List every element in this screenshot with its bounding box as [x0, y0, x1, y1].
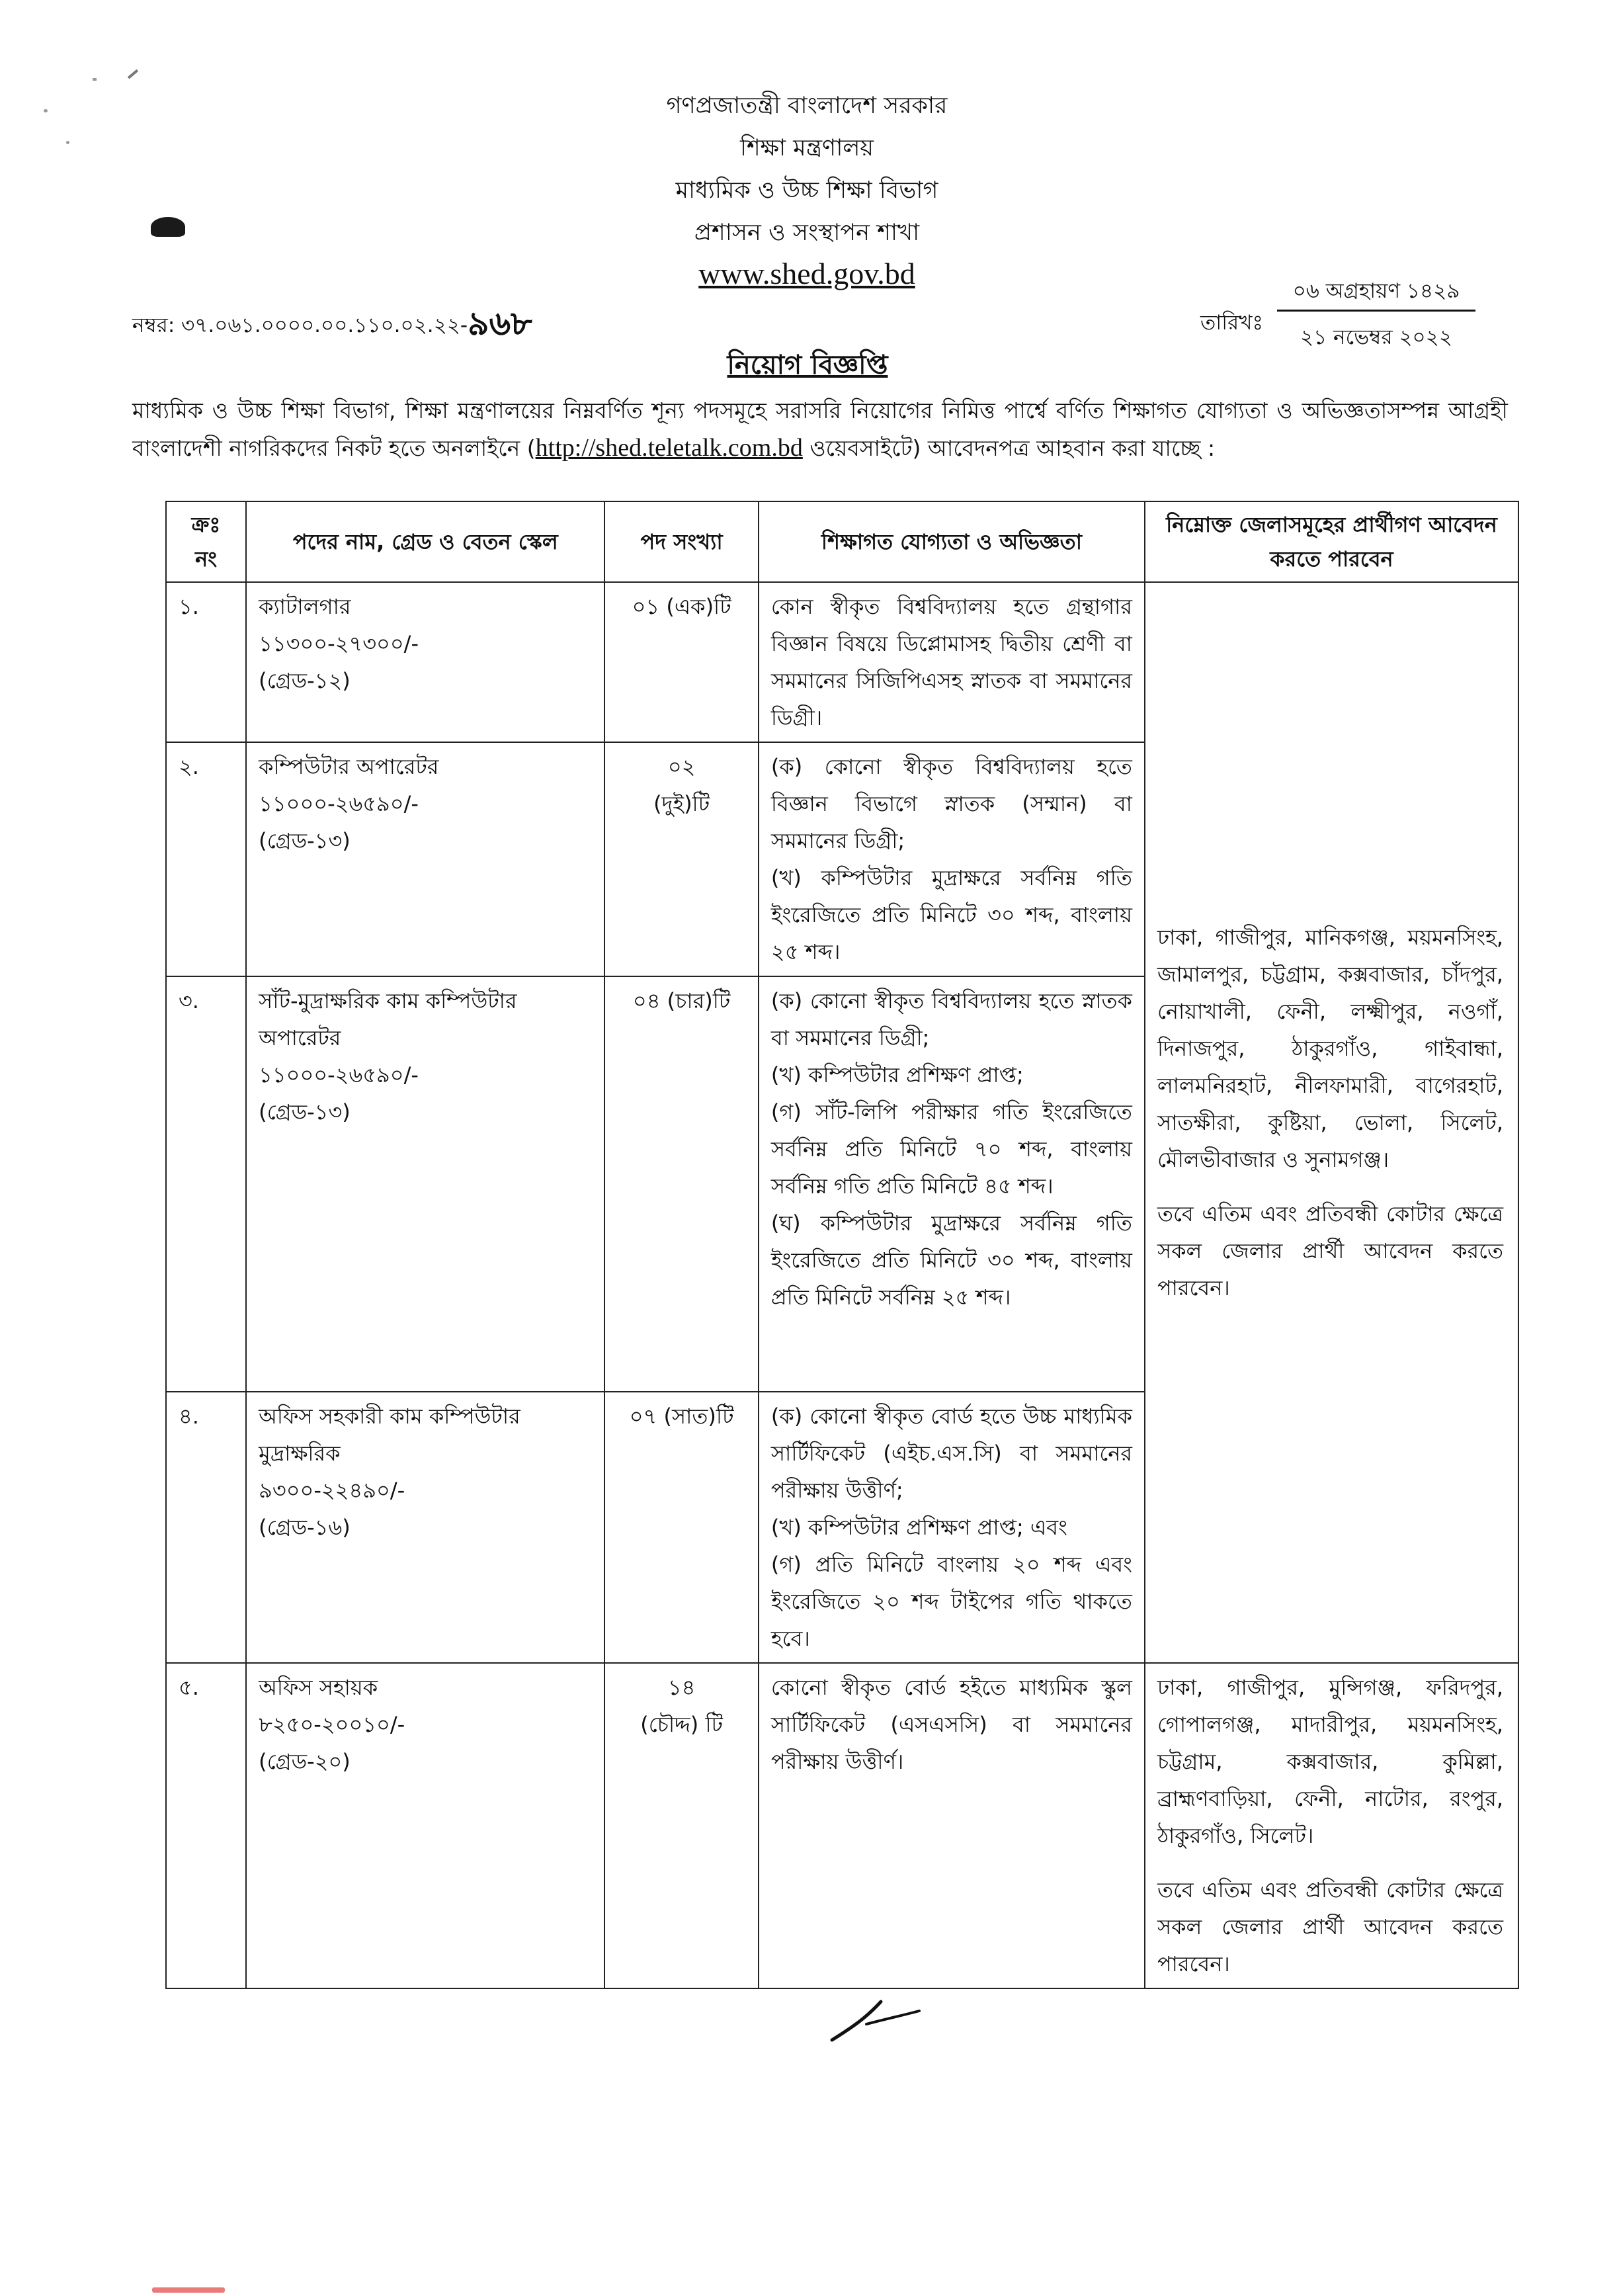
- post-count: ০৪ (চার)টি: [632, 988, 731, 1013]
- count-cell: [604, 976, 759, 1392]
- post-name: অফিস সহকারী কাম কম্পিউটার মুদ্রাক্ষরিক: [259, 1404, 520, 1466]
- notice-title-text: নিয়োগ বিজ্ঞপ্তি: [727, 350, 888, 380]
- date-label: তারিখঃ: [1200, 311, 1264, 335]
- post-name: কম্পিউটার অপারেটর: [259, 754, 439, 779]
- post-cell: [246, 742, 604, 976]
- qualification-cell: [759, 1663, 1145, 1988]
- qualification-item: (গ) সাঁট-লিপি পরীক্ষার গতি ইংরেজিতে সর্বনিম্ন প্রতি মিনিটে ৭০ শব্দ, বাংলায় সর্বনিম্ন গতি প্রতি মিনিটে ৪৫ শব্দ।: [770, 1099, 1132, 1199]
- scan-mark: [93, 78, 97, 81]
- count-cell: [604, 582, 759, 742]
- serial-cell: ৪.: [166, 1392, 246, 1663]
- website-link[interactable]: www.shed.gov.bd: [698, 257, 915, 290]
- districts-cell-group2: [1145, 1663, 1518, 1988]
- qualification-item: (ঘ) কম্পিউটার মুদ্রাক্ষরে সর্বনিম্ন গতি ইংরেজিতে প্রতি মিনিটে ৩০ শব্দ, বাংলায় প্রতি মিনিটে সর্বনিম্ন ২৫ শব্দ।: [770, 1211, 1132, 1310]
- grade: (গ্রেড-২০): [259, 1749, 351, 1774]
- qualification-cell: [759, 582, 1145, 742]
- pay-scale: ১১০০০-২৬৫৯০/-: [259, 791, 419, 816]
- header-post: পদের নাম, গ্রেড ও বেতন স্কেল: [246, 501, 604, 582]
- serial-cell: ১.: [166, 582, 246, 742]
- scan-mark: [66, 141, 69, 144]
- date-bangla-calendar: ০৬ অগ্রহায়ণ ১৪২৯: [1292, 279, 1460, 303]
- grade: (গ্রেড-১৬): [259, 1515, 351, 1540]
- districts-cell-group1: [1145, 582, 1518, 1663]
- districts-list: ঢাকা, গাজীপুর, মানিকগঞ্জ, ময়মনসিংহ, জামালপুর, চট্টগ্রাম, কক্সবাজার, চাঁদপুর, নোয়াখালী, ফেনী, লক্ষ্মীপুর, নওগাঁ, দিনাজপুর, ঠাকুরগাঁও, গাইবান্ধা, লালমনিরহাট, নীলফামারী, বাগেরহাট, সাতক্ষীরা, কুষ্টিয়া, ভোলা, সিলেট, মৌলভীবাজার ও সুনামগঞ্জ।: [1157, 925, 1503, 1172]
- post-count: ০৭ (সাত)টি: [629, 1404, 734, 1429]
- intro-text-start: মাধ্যমিক ও উচ্চ শিক্ষা বিভাগ, শিক্ষা মন্ত্রণালয়ের নিম্নবর্ণিত শূন্য পদসমূহে সরাসরি নিয়োগের নিমিত্ত পার্শ্বে বর্ণিত শিক্ষাগত যোগ্যতা ও অভিজ্ঞতাসম্পন্ন আগ্রহী বাংলাদেশী নাগরিকদের নিকট হতে অনলাইনে (: [132, 398, 1508, 461]
- date-gregorian: ২১ নভেম্বর ২০২২: [1300, 325, 1452, 349]
- vacancy-table: [165, 501, 1519, 1989]
- table-row: [166, 1663, 1518, 1988]
- scan-mark: [128, 69, 138, 79]
- post-name: অফিস সহায়ক: [259, 1675, 378, 1700]
- qualification-item: (গ) প্রতি মিনিটে বাংলায় ২০ শব্দ এবং ইংরেজিতে ২০ শব্দ টাইপের গতি থাকতে হবে।: [770, 1552, 1132, 1651]
- intro-paragraph: [132, 392, 1508, 467]
- ministry-name: শিক্ষা মন্ত্রণালয়: [739, 135, 874, 161]
- pay-scale: ৮২৫০-২০০১০/-: [259, 1712, 405, 1737]
- pay-scale: ১১৩০০-২৭৩০০/-: [259, 631, 419, 656]
- districts-quota-note: তবে এতিম এবং প্রতিবন্ধী কোটার ক্ষেত্রে সকল জেলার প্রার্থী আবেদন করতে পারবেন।: [1157, 1201, 1503, 1300]
- post-cell: [246, 582, 604, 742]
- post-count: ০২: [667, 754, 696, 779]
- memo-number-prefix: নম্বর: ৩৭.০৬১.০০০০.০০.১১০.০২.২২-: [132, 314, 468, 337]
- qualification-item: কোন স্বীকৃত বিশ্ববিদ্যালয় হতে গ্রন্থাগার বিজ্ঞান বিষয়ে ডিপ্লোমাসহ দ্বিতীয় শ্রেণী বা সমমানের সিজিপিএসহ স্নাতক বা সমমানের ডিগ্রী।: [770, 594, 1132, 730]
- pay-scale: ১১০০০-২৬৫৯০/-: [259, 1062, 419, 1087]
- post-count: ১৪: [667, 1675, 696, 1700]
- grade: (গ্রেড-১৩): [259, 1099, 351, 1125]
- header-qualification: শিক্ষাগত যোগ্যতা ও অভিজ্ঞতা: [759, 501, 1145, 582]
- branch-name: প্রশাসন ও সংস্থাপন শাখা: [694, 220, 920, 246]
- pay-scale: ৯৩০০-২২৪৯০/-: [259, 1478, 405, 1503]
- header-serial: ক্রঃ নং: [166, 501, 246, 582]
- post-cell: [246, 1392, 604, 1663]
- qualification-item: (খ) কম্পিউটার প্রশিক্ষণ প্রাপ্ত;: [770, 1062, 1024, 1087]
- post-name: সাঁট-মুদ্রাক্ষরিক কাম কম্পিউটার অপারেটর: [259, 988, 517, 1050]
- count-cell: [604, 1663, 759, 1988]
- header-count: পদ সংখ্যা: [604, 501, 759, 582]
- qualification-item: (খ) কম্পিউটার প্রশিক্ষণ প্রাপ্ত; এবং: [770, 1515, 1067, 1540]
- government-name: গণপ্রজাতন্ত্রী বাংলাদেশ সরকার: [666, 93, 948, 119]
- signature-mark: [820, 1992, 926, 2045]
- post-count-words: (চৌদ্দ) টি: [640, 1712, 724, 1737]
- application-website-link[interactable]: http://shed.teletalk.com.bd: [535, 434, 803, 462]
- grade: (গ্রেড-১২): [259, 668, 351, 693]
- punch-hole-mark: [151, 217, 185, 237]
- memo-number-handwritten: ৯৬৮: [468, 304, 532, 343]
- count-cell: [604, 1392, 759, 1663]
- serial-cell: ২.: [166, 742, 246, 976]
- header-districts: নিম্নোক্ত জেলাসমূহের প্রার্থীগণ আবেদন করতে পারবেন: [1145, 501, 1518, 582]
- qualification-item: (ক) কোনো স্বীকৃত বিশ্ববিদ্যালয় হতে বিজ্ঞান বিভাগে স্নাতক (সম্মান) বা সমমানের ডিগ্রী;: [770, 754, 1132, 853]
- notice-title: [0, 344, 1615, 388]
- districts-spacer: [1157, 588, 1503, 919]
- qualification-item: (ক) কোনো স্বীকৃত বিশ্ববিদ্যালয় হতে স্নাতক বা সমমানের ডিগ্রী;: [770, 988, 1132, 1050]
- serial-cell: ৫.: [166, 1663, 246, 1988]
- serial-cell: ৩.: [166, 976, 246, 1392]
- qualification-cell: [759, 742, 1145, 976]
- post-count-words: (দুই)টি: [653, 791, 710, 816]
- date-divider: [1277, 310, 1475, 312]
- table-row: [166, 582, 1518, 742]
- scan-mark: [44, 109, 48, 112]
- letterhead: [529, 85, 1085, 294]
- post-cell: [246, 976, 604, 1392]
- qualification-cell: [759, 1392, 1145, 1663]
- districts-quota-note: তবে এতিম এবং প্রতিবন্ধী কোটার ক্ষেত্রে সকল জেলার প্রার্থী আবেদন করতে পারবেন।: [1157, 1877, 1503, 1977]
- qualification-cell: [759, 976, 1145, 1392]
- post-name: ক্যাটালগার: [259, 594, 351, 619]
- qualification-item: (ক) কোনো স্বীকৃত বোর্ড হতে উচ্চ মাধ্যমিক সার্টিফিকেট (এইচ.এস.সি) বা সমমানের পরীক্ষায় উত্তীর্ণ;: [770, 1404, 1132, 1503]
- scan-mark: [152, 2287, 225, 2293]
- table-header-row: [166, 501, 1518, 582]
- count-cell: [604, 742, 759, 976]
- intro-text-end: ওয়েবসাইটে) আবেদনপত্র আহবান করা যাচ্ছে :: [802, 435, 1216, 461]
- qualification-item: কোনো স্বীকৃত বোর্ড হইতে মাধ্যমিক স্কুল সার্টিফিকেট (এসএসসি) বা সমমানের পরীক্ষায় উত্তীর্ণ।: [770, 1675, 1132, 1774]
- division-name: মাধ্যমিক ও উচ্চ শিক্ষা বিভাগ: [675, 177, 938, 204]
- districts-list: ঢাকা, গাজীপুর, মুন্সিগঞ্জ, ফরিদপুর, গোপালগঞ্জ, মাদারীপুর, ময়মনসিংহ, চট্টগ্রাম, কক্সবাজার, কুমিল্লা, ব্রাহ্মণবাড়িয়া, ফেনী, নাটোর, রংপুর, ঠাকুরগাঁও, সিলেট।: [1157, 1675, 1503, 1848]
- post-count: ০১ (এক)টি: [632, 594, 731, 619]
- qualification-item: (খ) কম্পিউটার মুদ্রাক্ষরে সর্বনিম্ন গতি ইংরেজিতে প্রতি মিনিটে ৩০ শব্দ, বাংলায় ২৫ শব্দ।: [770, 865, 1132, 964]
- post-cell: [246, 1663, 604, 1988]
- grade: (গ্রেড-১৩): [259, 828, 351, 853]
